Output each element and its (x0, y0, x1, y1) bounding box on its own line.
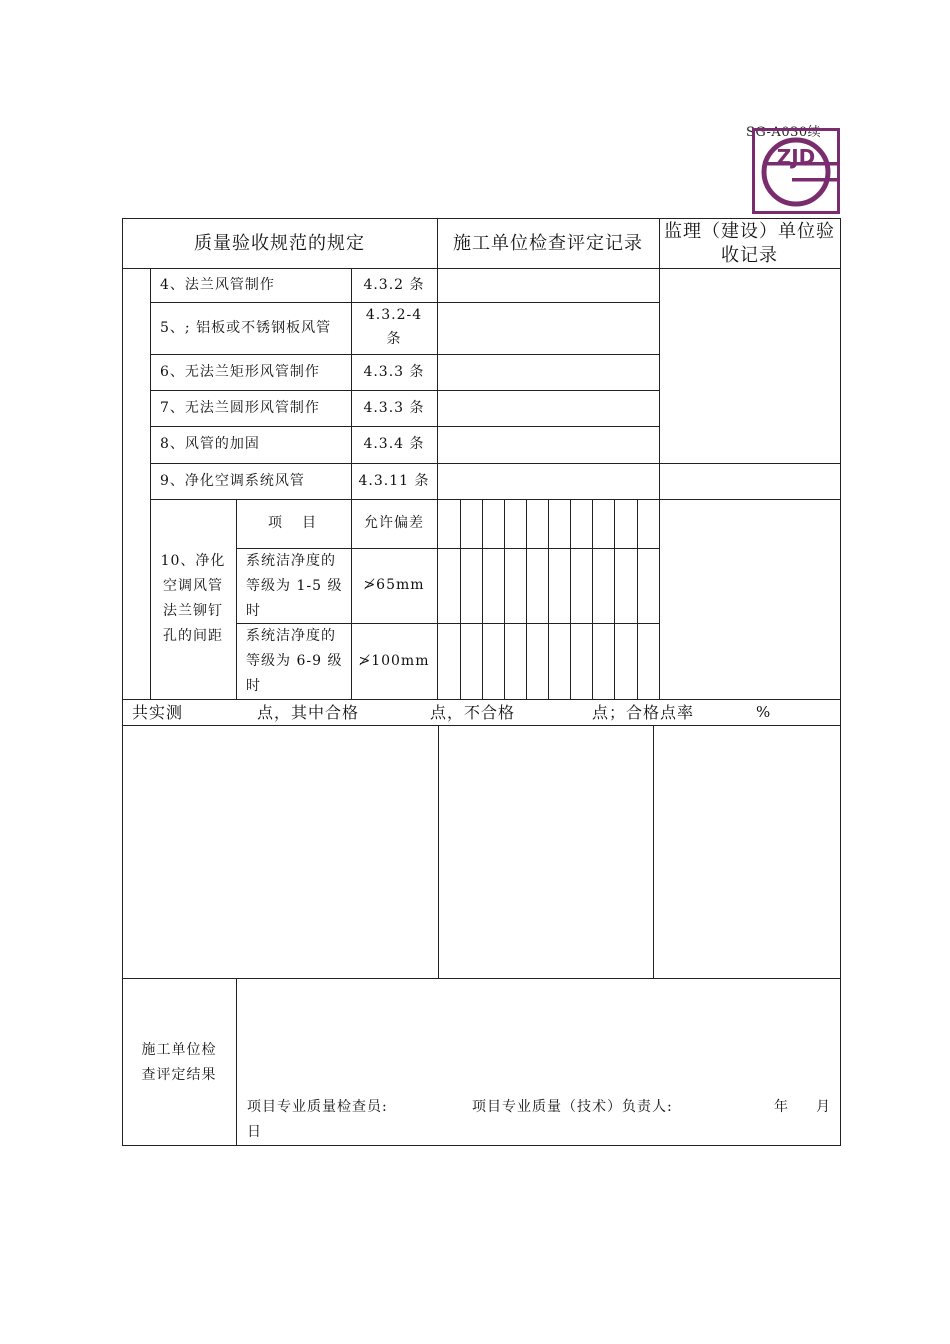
item-9-clause: 4.3.11 条 (358, 473, 430, 489)
item-4-label: 4、法兰风管制作 (160, 277, 275, 293)
date-year: 年 (774, 1099, 789, 1115)
header-supervision-line2: 收记录 (721, 245, 778, 266)
date-day: 日 (247, 1124, 262, 1140)
header-supervision-line1: 监理（建设）单位验 (664, 221, 835, 242)
summary-percent: % (756, 703, 771, 721)
rivet-r2-line2: 等级为 6-9 级 (246, 653, 343, 669)
item-5-clause-line1: 4.3.2-4 (365, 307, 423, 323)
logo-text: ZJD (776, 145, 816, 169)
summary-total-label: 共实测 (132, 703, 184, 722)
item-4-clause: 4.3.2 条 (363, 277, 425, 293)
item-5-label: 5、; 铝板或不锈钢板风管 (160, 320, 332, 336)
rivet-r1-line2: 等级为 1-5 级 (246, 578, 343, 594)
rivet-title-line1: 10、净化 (160, 553, 226, 569)
rivet-col-item: 项 目 (268, 515, 319, 531)
rivet-title-line2: 空调风管 (163, 578, 223, 594)
rivet-col-tolerance: 允许偏差 (364, 515, 424, 531)
item-7-clause: 4.3.3 条 (363, 400, 425, 416)
rivet-r2-line1: 系统洁净度的 (246, 628, 336, 644)
rivet-r2-tolerance: ≯100mm (358, 653, 430, 669)
item-6-clause: 4.3.3 条 (363, 364, 425, 380)
item-8-label: 8、风管的加固 (160, 436, 260, 452)
zjd-logo (752, 128, 840, 214)
summary-rate-label: 点；合格点率 (592, 703, 695, 722)
rivet-title-line4: 孔的间距 (163, 628, 223, 644)
item-9-label: 9、净化空调系统风管 (160, 473, 305, 489)
result-label-line2: 查评定结果 (141, 1067, 217, 1083)
item-6-label: 6、无法兰矩形风管制作 (160, 364, 320, 380)
rivet-r1-line1: 系统洁净度的 (246, 553, 336, 569)
result-label-line1: 施工单位检 (141, 1042, 217, 1058)
item-7-label: 7、无法兰圆形风管制作 (160, 400, 320, 416)
rivet-title-line3: 法兰铆钉 (163, 603, 223, 619)
rivet-r1-tolerance: ≯65mm (363, 577, 425, 593)
header-construction-record: 施工单位检查评定记录 (453, 233, 643, 254)
rivet-r2-line3: 时 (246, 678, 261, 694)
item-5-clause-line2: 条 (386, 331, 402, 347)
item-8-clause: 4.3.4 条 (363, 436, 425, 452)
summary-pass-label: 点，其中合格 (257, 703, 360, 722)
inspector-label: 项目专业质量检查员: (247, 1099, 388, 1115)
rivet-r1-line3: 时 (246, 603, 261, 619)
summary-fail-label: 点，不合格 (430, 703, 516, 722)
date-month: 月 (816, 1099, 831, 1115)
form-code: SG-A030续 (746, 125, 822, 140)
header-spec: 质量验收规范的规定 (194, 233, 365, 254)
quality-manager-label: 项目专业质量（技术）负责人: (472, 1099, 673, 1115)
